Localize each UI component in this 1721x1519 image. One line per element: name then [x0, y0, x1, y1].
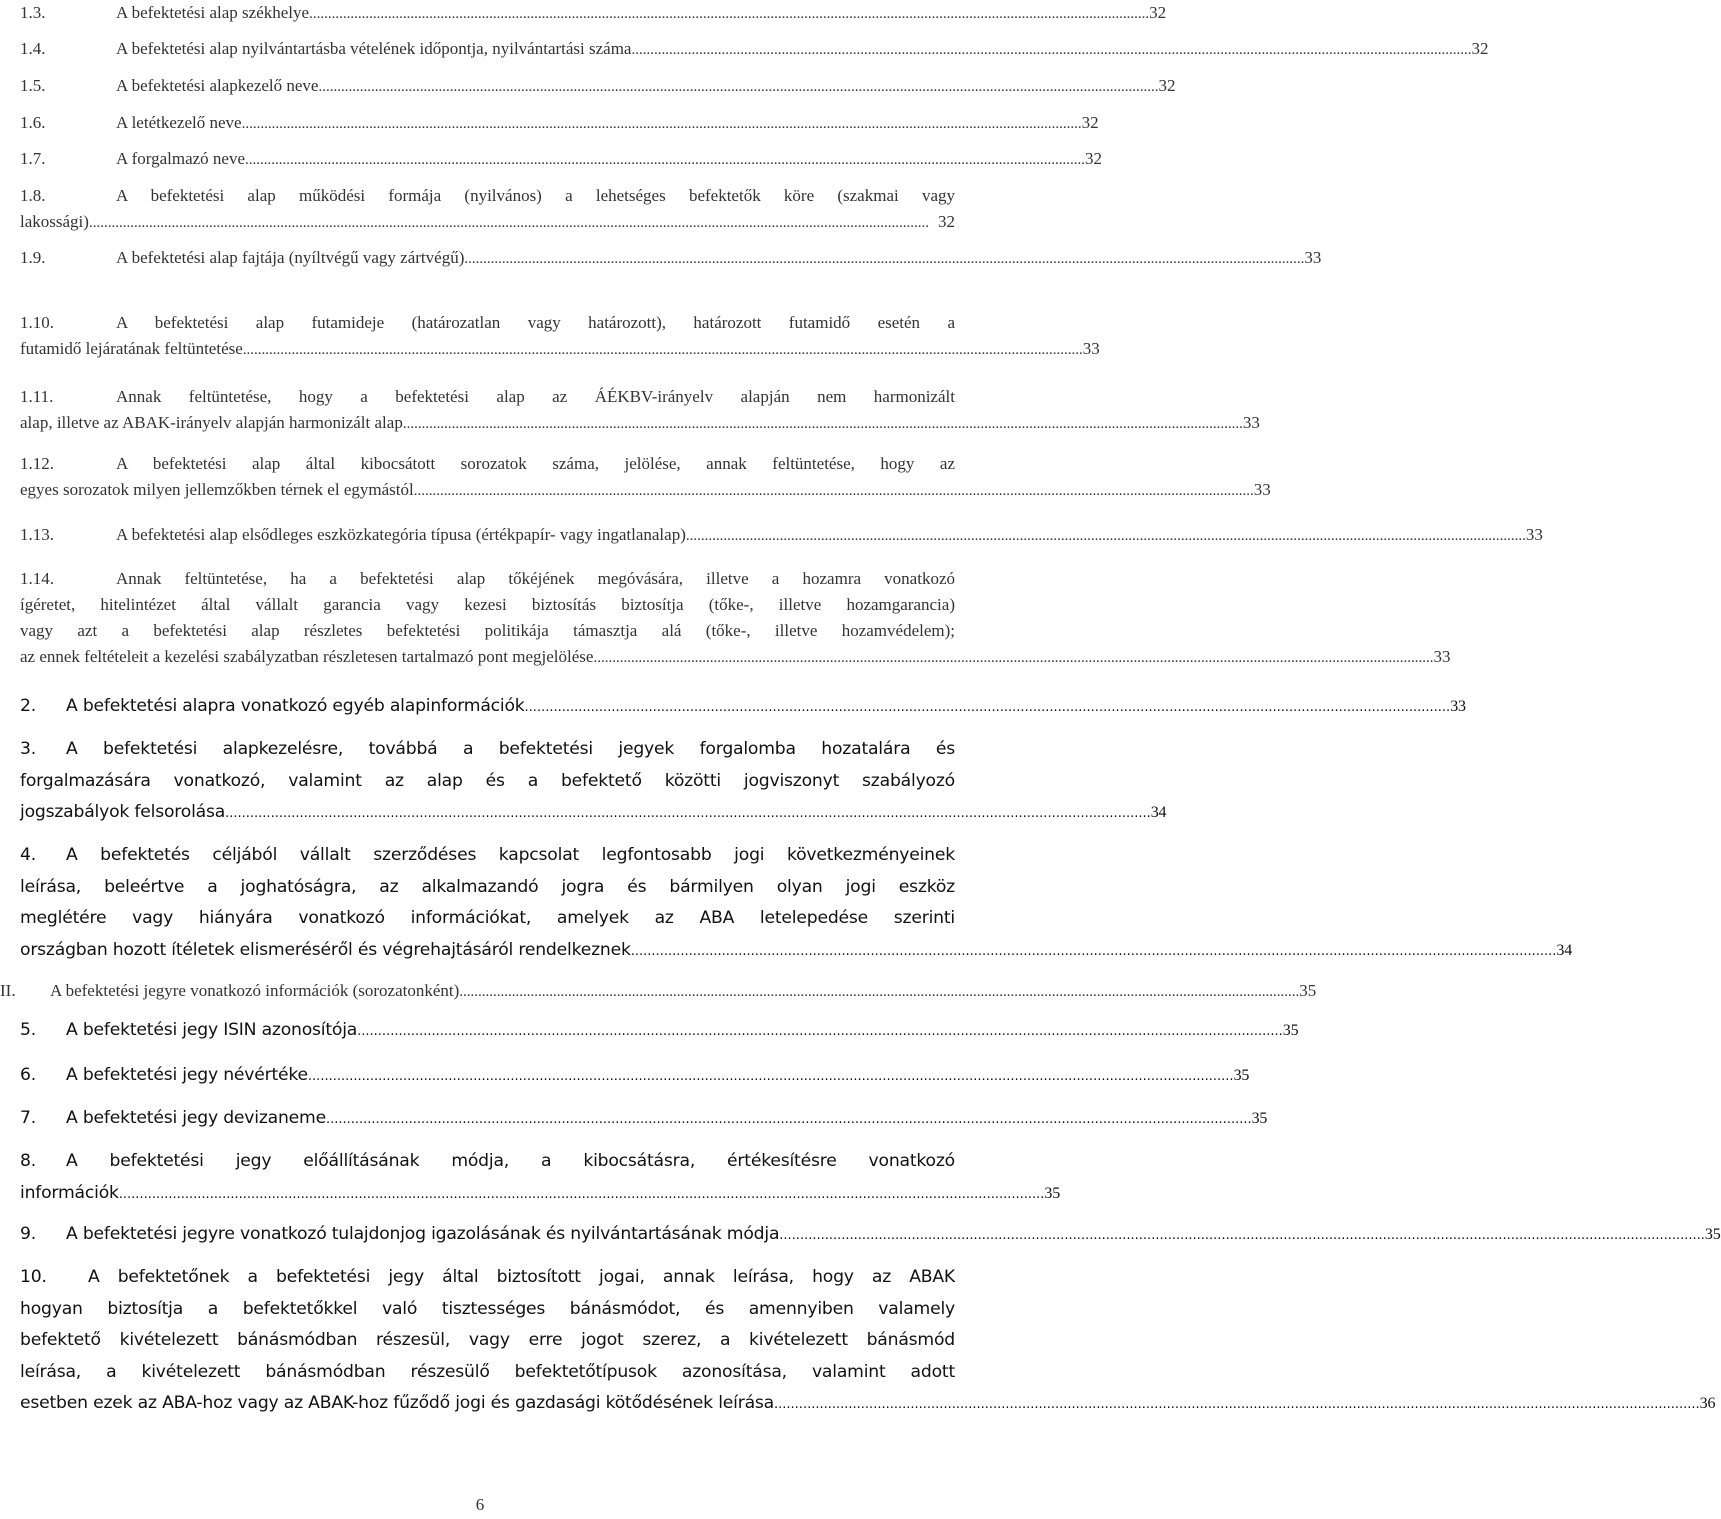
entry-number: 2. [20, 696, 36, 716]
dot-leader [774, 1388, 1700, 1421]
entry-title: jogszabályok felsorolása [20, 802, 226, 822]
toc-entry-2[interactable] [20, 691, 1466, 724]
entry-title: A befektetési jegyre vonatkozó információk (sorozatonként) [50, 981, 460, 1000]
entry-title: esetben ezek az ABA-hoz vagy az ABAK-hoz fűződő jogi és gazdasági kötődésének leírása [20, 1393, 775, 1413]
entry-number: 8. [20, 1151, 36, 1171]
toc-entry-6[interactable] [20, 1060, 1250, 1093]
entry-page: 32 [1158, 76, 1176, 95]
entry-page: 32 [1085, 149, 1103, 168]
entry-page: 35 [1704, 1226, 1721, 1243]
dot-leader [318, 73, 1158, 100]
entry-number: 1.4. [20, 39, 46, 58]
toc-entry-1-6[interactable] [20, 110, 1099, 137]
toc-entry-7[interactable] [20, 1103, 1268, 1136]
entry-number: 10. [20, 1267, 47, 1287]
toc-entry-1-10[interactable] [20, 310, 1100, 363]
entry-page: 33 [1525, 525, 1543, 544]
dot-leader [403, 410, 1243, 437]
entry-title: egyes sorozatok milyen jellemzőkben térnek el egymástól [20, 480, 414, 499]
entry-title-line: leírása, a kivételezett bánásmódban részesülő befektetőtípusok azonosítása, valamint adott [20, 1361, 955, 1382]
dot-leader [225, 797, 1151, 830]
entry-title-line: A befektetési alapkezelésre, továbbá a befektetési jegyek forgalomba hozatalára és [66, 739, 955, 759]
entry-page: 33 [1304, 248, 1322, 267]
toc-entry-1-9[interactable] [20, 245, 1322, 272]
toc-entry-1-8[interactable] [20, 183, 955, 236]
entry-title: lakossági) [20, 212, 89, 231]
entry-page: 36 [1699, 1395, 1716, 1412]
toc-entry-1-4[interactable] [20, 36, 1489, 63]
toc-entry-10[interactable] [20, 1262, 1716, 1421]
entry-title-line: leírása, beleértve a joghatóságra, az alkalmazandó jogra és bármilyen olyan jogi eszköz [20, 876, 955, 897]
dot-leader [459, 978, 1299, 1005]
dot-leader [525, 691, 1451, 724]
dot-leader [309, 0, 1149, 27]
toc-entry-1-12[interactable] [20, 451, 1271, 504]
entry-page: 33 [1450, 698, 1466, 715]
entry-number: 7. [20, 1108, 36, 1128]
entry-page: 32 [1149, 3, 1167, 22]
entry-title-line: Annak feltüntetése, hogy a befektetési alap az ÁÉKBV-irányelv alapján nem harmonizált [116, 387, 955, 406]
entry-number: 3. [20, 739, 36, 759]
toc-entry-3[interactable] [20, 734, 1167, 830]
toc-entry-1-5[interactable] [20, 73, 1176, 100]
dot-leader [245, 146, 1085, 173]
entry-title: A befektetési jegyre vonatkozó tulajdonjog igazolásának és nyilvántartásának módja [66, 1224, 780, 1244]
entry-title-line: A befektetés céljából vállalt szerződéses kapcsolat legfontosabb jogi következményeinek [66, 845, 955, 865]
dot-leader [308, 1060, 1234, 1093]
entry-title-line: forgalmazására vonatkozó, valamint az alap és a befektető közötti jogviszonyt szabályozó [20, 770, 955, 791]
toc-entry-part-ii[interactable] [0, 978, 1317, 1005]
entry-number: 4. [20, 845, 36, 865]
toc-entry-1-14[interactable] [20, 566, 1451, 671]
entry-page: 32 [1081, 113, 1099, 132]
entry-number: 1.11. [20, 387, 54, 406]
entry-title-line: meglétére vagy hiányára vonatkozó információkat, amelyek az ABA letelepedése szerinti [20, 908, 955, 928]
toc-entry-4[interactable] [20, 840, 1573, 967]
entry-title-line: vagy azt a befektetési alap részletes befektetési politikája támasztja alá (tőke-, illetve hozamvédelem); [20, 621, 955, 640]
dot-leader [631, 36, 1471, 63]
dot-leader [326, 1103, 1252, 1136]
entry-title: A letétkezelő neve [116, 113, 242, 132]
entry-page: 33 [1253, 480, 1271, 499]
entry-title: A befektetési alapra vonatkozó egyéb alapinformációk [66, 696, 525, 716]
entry-page: 33 [1082, 339, 1100, 358]
entry-number: 6. [20, 1065, 36, 1085]
toc-entry-9[interactable] [20, 1219, 1721, 1252]
dot-leader [242, 110, 1082, 137]
dot-leader [89, 209, 938, 236]
entry-number: 1.7. [20, 149, 46, 168]
entry-page: 33 [1242, 413, 1260, 432]
entry-page: 35 [1282, 1022, 1299, 1039]
entry-page: 32 [1471, 39, 1489, 58]
entry-page: 35 [1044, 1184, 1061, 1202]
entry-title: A befektetési alap székhelye [116, 3, 310, 22]
entry-page: 33 [1433, 647, 1451, 666]
toc-entry-8[interactable] [20, 1146, 1061, 1210]
entry-number: 5. [20, 1020, 36, 1040]
entry-title: országban hozott ítéletek elismeréséről és végrehajtásáról rendelkeznek [20, 939, 631, 960]
entry-number: 1.9. [20, 248, 46, 267]
dot-leader [593, 644, 1433, 671]
dot-leader [779, 1219, 1705, 1252]
entry-page: 35 [1299, 981, 1317, 1000]
entry-number: 1.12. [20, 454, 54, 473]
entry-page: 34 [1556, 941, 1573, 959]
entry-page: 34 [1150, 804, 1167, 821]
entry-title: információk [20, 1182, 119, 1203]
entry-title: A befektetési jegy devizaneme [66, 1108, 326, 1128]
dot-leader [631, 935, 1557, 968]
dot-leader [414, 477, 1254, 504]
entry-title-line: befektető kivételezett bánásmódban részesül, vagy erre jogot szerez, a kivételezett bánásmód [20, 1330, 955, 1350]
entry-title: A befektetési alapkezelő neve [116, 76, 319, 95]
entry-title-line: A befektetési alap által kibocsátott sorozatok száma, jelölése, annak feltüntetése, hogy az [116, 454, 955, 473]
toc-entry-1-7[interactable] [20, 146, 1103, 173]
entry-page: 35 [1251, 1110, 1268, 1127]
entry-title-line: ígéretet, hitelintézet által vállalt garancia vagy kezesi biztosítás biztosítja (tőke-, illetve hozamgarancia) [20, 595, 955, 614]
entry-title: A befektetési jegy ISIN azonosítója [66, 1020, 358, 1040]
entry-title: alap, illetve az ABAK-irányelv alapján harmonizált alap [20, 413, 403, 432]
entry-page: 35 [1233, 1067, 1250, 1084]
dot-leader [357, 1015, 1283, 1048]
entry-title-line: Annak feltüntetése, ha a befektetési alap tőkéjének megóvására, illetve a hozamra vonatkozó [116, 569, 955, 588]
entry-number: 1.14. [20, 569, 54, 588]
entry-title: A forgalmazó neve [116, 149, 246, 168]
entry-number: 1.5. [20, 76, 46, 95]
entry-number: 1.10. [20, 313, 54, 332]
entry-title: A befektetési alap fajtája (nyíltvégű vagy zártvégű) [116, 248, 465, 267]
entry-number: 1.8. [20, 186, 46, 205]
dot-leader [243, 336, 1083, 363]
page-number: 6 [475, 1495, 485, 1514]
entry-number: 1.6. [20, 113, 46, 132]
dot-leader [464, 245, 1304, 272]
entry-title: A befektetési jegy névértéke [66, 1065, 308, 1085]
entry-title: A befektetési alap elsődleges eszközkategória típusa (értékpapír- vagy ingatlanalap) [116, 525, 686, 544]
entry-title-line: hogyan biztosítja a befektetőkkel való tisztességes bánásmódot, és amennyiben valamely [20, 1298, 955, 1319]
entry-number: 9. [20, 1224, 36, 1244]
entry-title-line: A befektetőnek a befektetési jegy által biztosított jogai, annak leírása, hogy az ABAK [88, 1267, 955, 1287]
entry-page: 32 [938, 212, 955, 231]
dot-leader [119, 1178, 1045, 1211]
entry-title: futamidő lejáratának feltüntetése [20, 339, 243, 358]
toc-entry-1-13[interactable] [20, 522, 1543, 549]
entry-title: az ennek feltételeit a kezelési szabályzatban részletesen tartalmazó pont megjelölése [20, 647, 594, 666]
entry-title-line: A befektetési alap futamideje (határozatlan vagy határozott), határozott futamidő esetén a [116, 313, 955, 332]
toc-entry-5[interactable] [20, 1015, 1299, 1048]
entry-title-line: A befektetési alap működési formája (nyilvános) a lehetséges befektetők köre (szakmai vagy [116, 186, 955, 205]
entry-title-line: A befektetési jegy előállításának módja, a kibocsátásra, értékesítésre vonatkozó [66, 1151, 955, 1171]
toc-entry-1-11[interactable] [20, 384, 1260, 437]
entry-title: A befektetési alap nyilvántartásba vételének időpontja, nyilvántartási száma [116, 39, 632, 58]
entry-number: II. [0, 981, 16, 1000]
entry-number: 1.13. [20, 525, 54, 544]
entry-number: 1.3. [20, 3, 46, 22]
dot-leader [686, 522, 1526, 549]
toc-entry-1-3[interactable] [20, 0, 1167, 27]
